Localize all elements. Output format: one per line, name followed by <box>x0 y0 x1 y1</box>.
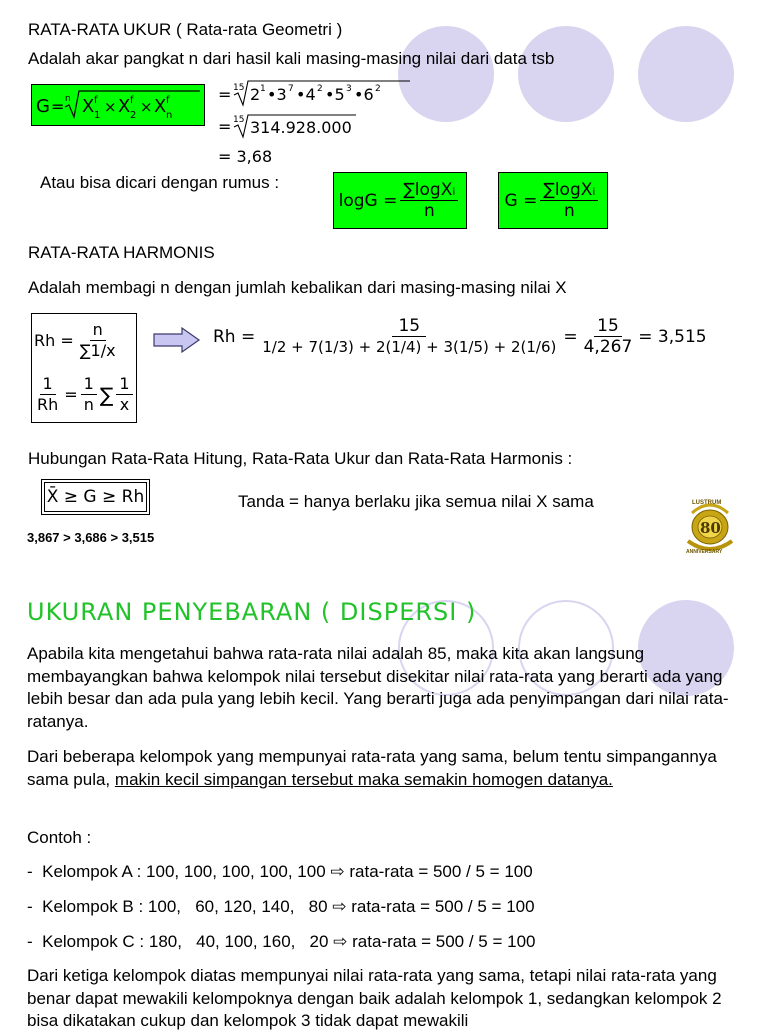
svg-text:=: = <box>218 85 232 104</box>
svg-text:X: X <box>118 96 131 117</box>
svg-text:×: × <box>140 98 153 116</box>
geo-formula-box <box>31 84 205 126</box>
svg-text:=: = <box>51 97 65 116</box>
harm-box-den: ∑1/x <box>79 341 116 360</box>
svg-text:1: 1 <box>94 110 101 121</box>
geo-definition: Adalah akar pangkat n dari hasil kali masing-masing nilai dari data tsb <box>28 49 555 68</box>
relation-note: Tanda = hanya berlaku jika semua nilai X sama <box>238 492 594 511</box>
logo-text-mid: 80 <box>700 519 721 537</box>
svg-text:f: f <box>166 95 170 106</box>
dispersi-p2-underlined: makin kecil simpangan tersebut maka semakin homogen datanya. <box>114 769 613 789</box>
harm-calc-num2: 15 <box>594 316 622 337</box>
svg-text:•4: •4 <box>296 85 316 104</box>
relation-title: Hubungan Rata-Rata Hitung, Rata-Rata Ukur dan Rata-Rata Harmonis : <box>28 449 573 468</box>
log-formula-num: ∑logXᵢ <box>400 180 458 201</box>
sigma-symbol: ∑ <box>99 382 114 407</box>
harm-calc-result: = 3,515 <box>638 326 707 347</box>
svg-text:•3: •3 <box>267 85 287 104</box>
harm-title: RATA-RATA HARMONIS <box>28 243 215 262</box>
svg-text:n: n <box>166 110 173 121</box>
svg-text:15: 15 <box>233 83 245 93</box>
bg-circle <box>518 26 614 122</box>
g-formula-num: ∑logXᵢ <box>540 180 598 201</box>
log-formula-box <box>333 172 467 229</box>
svg-text:f: f <box>130 95 134 106</box>
contoh-label: Contoh : <box>27 828 92 847</box>
svg-text:2: 2 <box>250 85 261 104</box>
harmonic-formula-box <box>31 313 137 423</box>
log-formula-left: logG = <box>338 190 398 211</box>
harm-box2-den3: x <box>119 395 130 414</box>
svg-text:7: 7 <box>288 84 294 94</box>
geo-step1 <box>216 78 416 108</box>
svg-text:f: f <box>94 95 98 106</box>
relation-values: 3,867 > 3,686 > 3,515 <box>27 530 155 545</box>
harm-calc-eq2: = <box>563 326 578 347</box>
harm-box2-eq: = <box>64 385 78 404</box>
dispersi-paragraph-3: Dari ketiga kelompok diatas mempunyai nilai rata-rata yang sama, tetapi nilai rata-rata yang benar dapat mewakili kelompoknya dengan baik adalah kelompok 1, sedangkan kelompok 2 bisa dikatakan cukup dan kelompok 3 tidak dapat mewakili <box>27 966 722 1030</box>
g-formula-left: G = <box>504 190 538 211</box>
harm-calc-den: 1/2 + 7(1/3) + 2(1/4) + 3(1/5) + 2(1/6) <box>262 338 557 356</box>
svg-text:n: n <box>65 94 71 104</box>
harm-calc-den2: 4,267 <box>583 337 633 357</box>
svg-text:3: 3 <box>346 84 352 94</box>
dispersi-heading: UKURAN PENYEBARAN ( DISPERSI ) <box>27 598 477 626</box>
dispersi-p2-start: Dari beberapa kelompok yang mempunyai rata-rata yang sama, belum tentu simpangannya sama pula, <box>27 747 717 789</box>
svg-text:2: 2 <box>130 110 137 121</box>
kelompok-a: - Kelompok A : 100, 100, 100, 100, 100 ⇨ rata-rata = 500 / 5 = 100 <box>27 862 533 881</box>
harm-box2-num: 1 <box>40 374 56 395</box>
svg-text:×: × <box>104 98 117 116</box>
harm-box2-den2: n <box>83 395 94 414</box>
g-formula-den: n <box>564 201 575 221</box>
geometric-mean-formula <box>34 87 202 123</box>
svg-text:2: 2 <box>375 84 381 94</box>
geo-step3: = 3,68 <box>218 147 273 166</box>
geo-title: RATA-RATA UKUR ( Rata-rata Geometri ) <box>28 20 343 39</box>
geo-step2 <box>216 112 366 142</box>
log-formula-den: n <box>423 201 435 221</box>
harm-calc <box>213 316 707 357</box>
svg-text:15: 15 <box>233 115 245 125</box>
geo-step2-text <box>0 0 1 1</box>
svg-text:2: 2 <box>317 84 323 94</box>
svg-text:G: G <box>36 96 50 117</box>
g-formula-box <box>498 172 608 229</box>
svg-text:=: = <box>218 117 232 136</box>
harm-box-left: Rh = <box>34 331 74 350</box>
dispersi-paragraph-1: Apabila kita mengetahui bahwa rata-rata nilai adalah 85, maka kita akan langsung membayangkan bahwa kelompok nilai tersebut disekitar nilai rata-rata yang berarti ada yang lebih besar dan ada pula yang lebih kecil. Yang berarti juga ada penyimpangan dari nilai rata-ratanya. <box>27 644 729 731</box>
relation-inequality: X̄ ≥ G ≥ Rh <box>44 482 147 512</box>
logo-text-top: LUSTRUM <box>692 500 722 506</box>
harm-box-num: n <box>90 320 106 341</box>
harm-box2-num2: 1 <box>81 374 97 395</box>
logo-text-bottom: ANNIVERSARY <box>686 549 723 555</box>
geo-step1-text <box>0 0 1 1</box>
harm-calc-num: 15 <box>392 316 426 337</box>
svg-text:1: 1 <box>260 84 266 94</box>
kelompok-b: - Kelompok B : 100, 60, 120, 140, 80 ⇨ rata-rata = 500 / 5 = 100 <box>27 897 535 916</box>
dispersi-paragraph-2 <box>27 746 747 791</box>
svg-text:•5: •5 <box>325 85 345 104</box>
bg-circle <box>638 26 734 122</box>
harm-definition: Adalah membagi n dengan jumlah kebalikan dari masing-masing nilai X <box>28 278 567 297</box>
kelompok-c: - Kelompok C : 180, 40, 100, 160, 20 ⇨ rata-rata = 500 / 5 = 100 <box>27 932 536 951</box>
right-arrow-icon <box>152 326 202 354</box>
relation-box <box>41 479 150 515</box>
geo-alt-label: Atau bisa dicari dengan rumus : <box>40 173 280 192</box>
svg-text:•6: •6 <box>354 85 374 104</box>
svg-text:X: X <box>82 96 95 117</box>
harm-calc-left: Rh = <box>213 326 256 347</box>
harm-box2-num3: 1 <box>116 374 132 395</box>
svg-text:X: X <box>154 96 167 117</box>
svg-text:314.928.000: 314.928.000 <box>250 118 352 137</box>
harm-box2-den: Rh <box>37 395 59 414</box>
